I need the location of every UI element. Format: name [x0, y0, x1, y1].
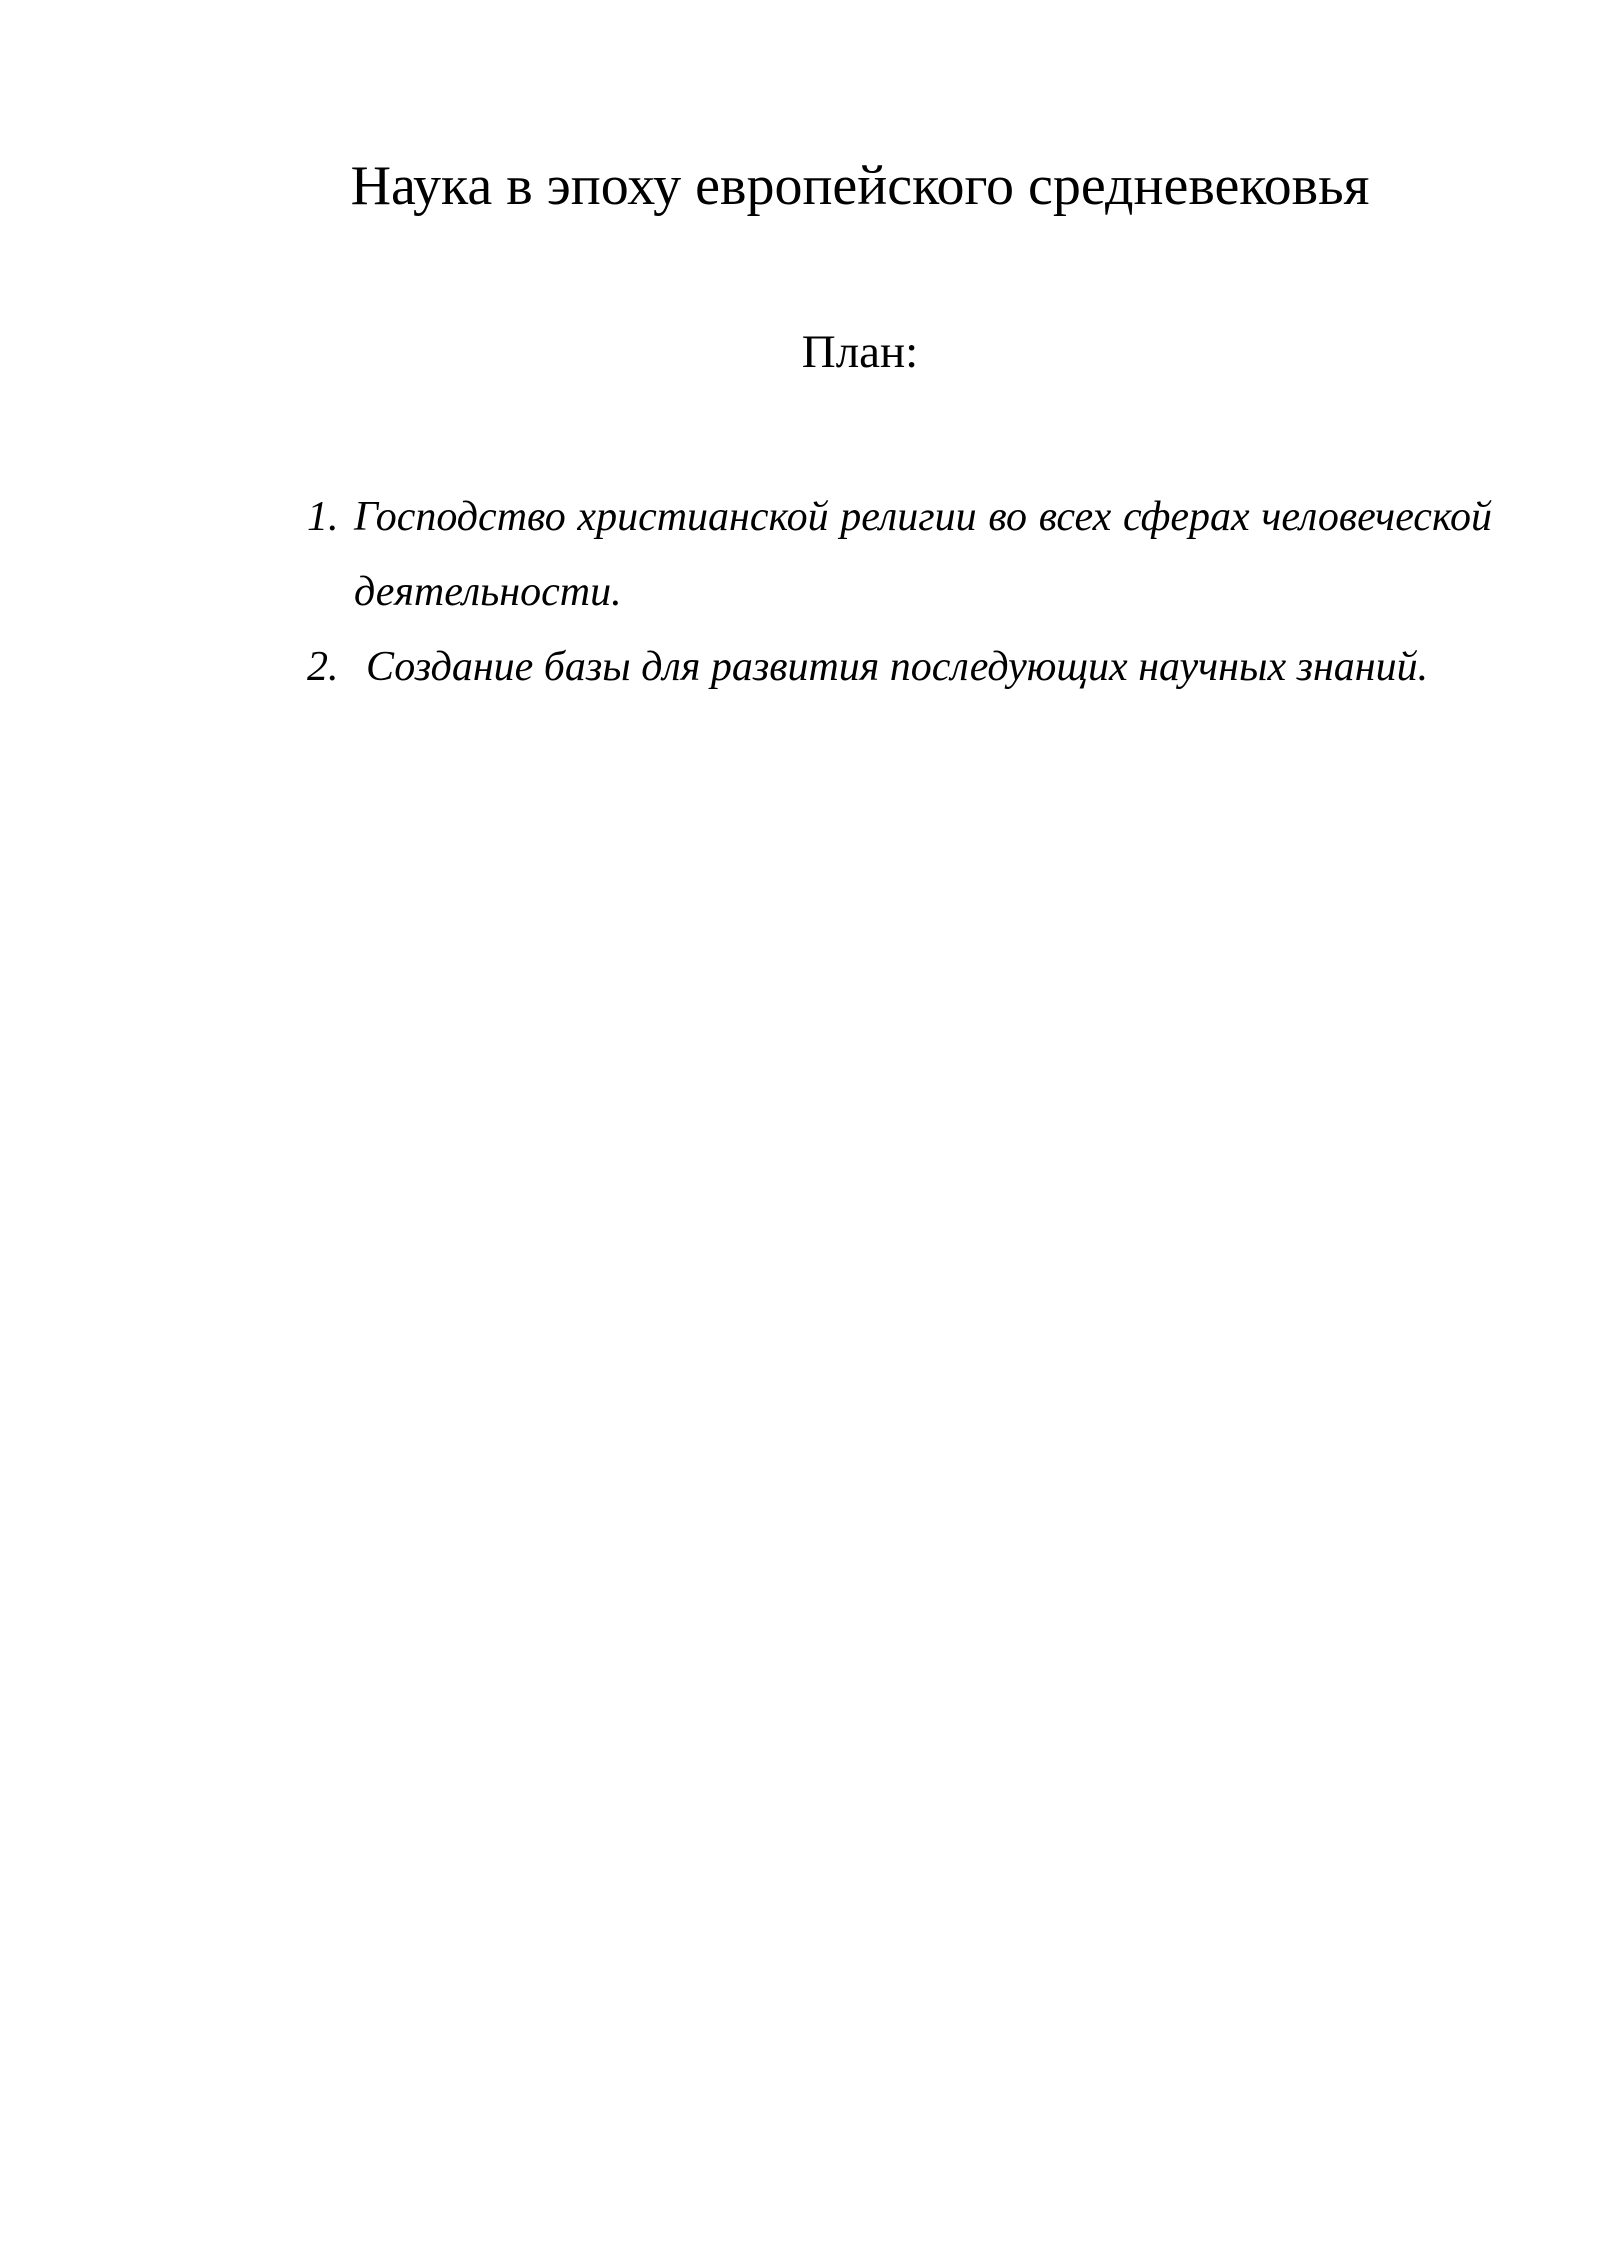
plan-item-number: 1. — [307, 494, 339, 540]
plan-item-text: Господство христианской религии во всех сферах человеческой деятельности. — [354, 494, 1492, 615]
plan-item-number: 2. — [307, 644, 339, 690]
document-title: Наука в эпоху европейского средневековья — [350, 155, 1370, 217]
plan-item-text: Создание базы для развития последующих научных знаний. — [366, 644, 1429, 690]
plan-list — [307, 480, 1492, 705]
plan-heading: План: — [801, 326, 919, 378]
plan-item — [307, 480, 1492, 630]
plan-item — [307, 630, 1492, 705]
